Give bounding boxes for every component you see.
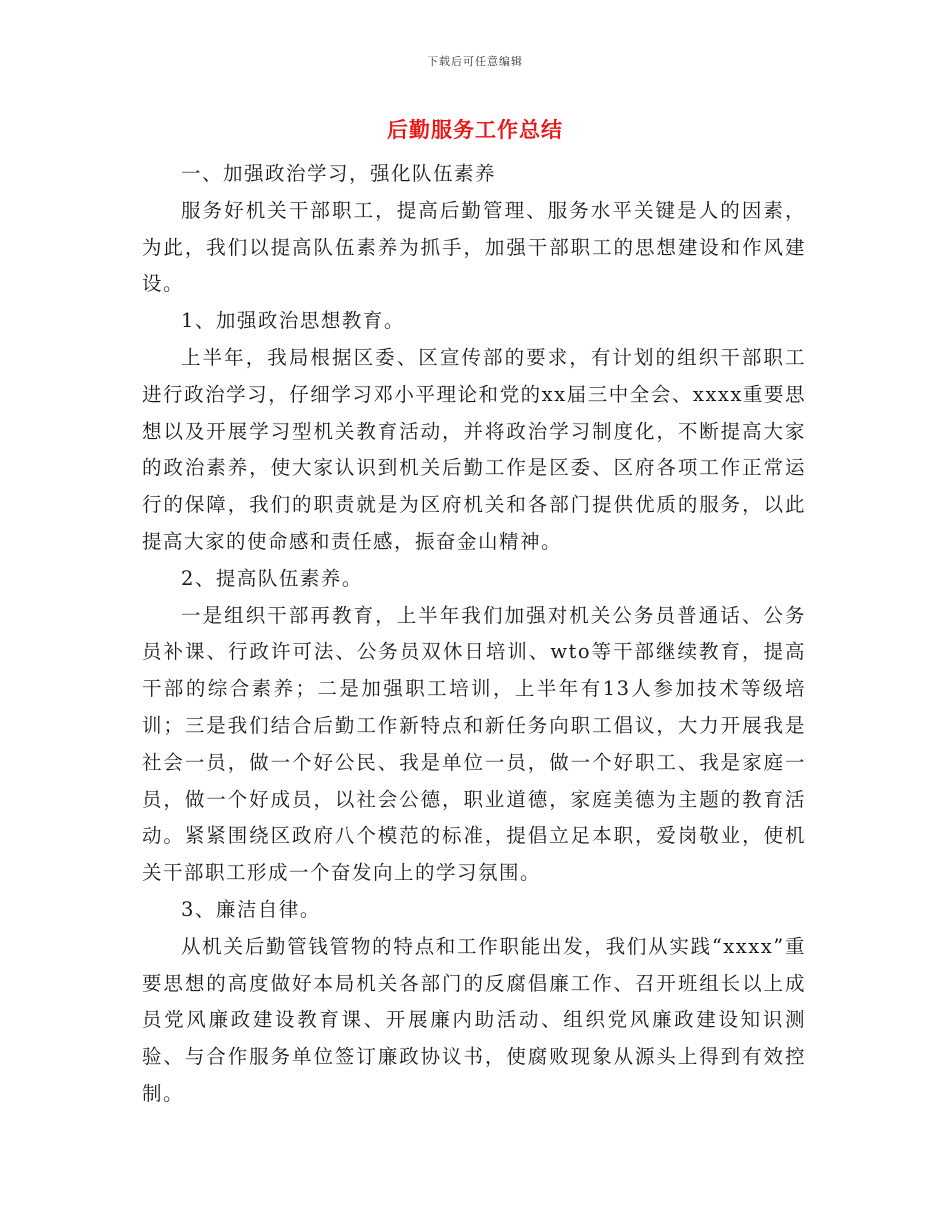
section-heading: 一、加强政治学习，强化队伍素养	[181, 162, 497, 185]
paragraph: 上半年，我局根据区委、区宣传部的要求，有计划的组织干部职工进行政治学习，仔细学习邓小平理论和党的xx届三中全会、xxxx重要思想以及开展学习型机关教育活动，并将政治学习制度化，不断提高大家的政治素养，使大家认识到机关后勤工作是区委、区府各项工作正常运行的保障，我们的职责就是为区府机关和各部门提供优质的服务，以此提高大家的使命感和责任感，振奋金山精神。	[142, 345, 806, 553]
paragraph: 服务好机关干部职工，提高后勤管理、服务水平关键是人的因素，为此，我们以提高队伍素养为抓手，加强干部职工的思想建设和作风建设。	[142, 198, 806, 296]
document-body	[142, 156, 806, 1113]
subsection-heading: 2、提高队伍素养。	[181, 566, 363, 590]
subsection-heading: 1、加强政治思想教育。	[181, 309, 405, 333]
subsection-heading: 3、廉洁自律。	[181, 897, 321, 921]
paragraph: 从机关后勤管钱管物的特点和工作职能出发，我们从实践“xxxx”重要思想的高度做好本局机关各部门的反腐倡廉工作、召开班组长以上成员党风廉政建设教育课、开展廉内助活动、组织党风廉政建设知识测验、与合作服务单位签订廉政协议书，使腐败现象从源头上得到有效控制。	[142, 934, 806, 1105]
document-title: 后勤服务工作总结	[387, 118, 563, 142]
paragraph: 一是组织干部再教育，上半年我们加强对机关公务员普通话、公务员补课、行政许可法、公务员双休日培训、wto等干部继续教育，提高干部的综合素养；二是加强职工培训，上半年有13人参加技术等级培训；三是我们结合后勤工作新特点和新任务向职工倡议，大力开展我是社会一员，做一个好公民、我是单位一员，做一个好职工、我是家庭一员，做一个好成员，以社会公德，职业道德，家庭美德为主题的教育活动。紧紧围绕区政府八个模范的标准，提倡立足本职，爱岗敬业，使机关干部职工形成一个奋发向上的学习氛围。	[142, 603, 806, 885]
header-note: 下载后可任意编辑	[427, 55, 523, 68]
